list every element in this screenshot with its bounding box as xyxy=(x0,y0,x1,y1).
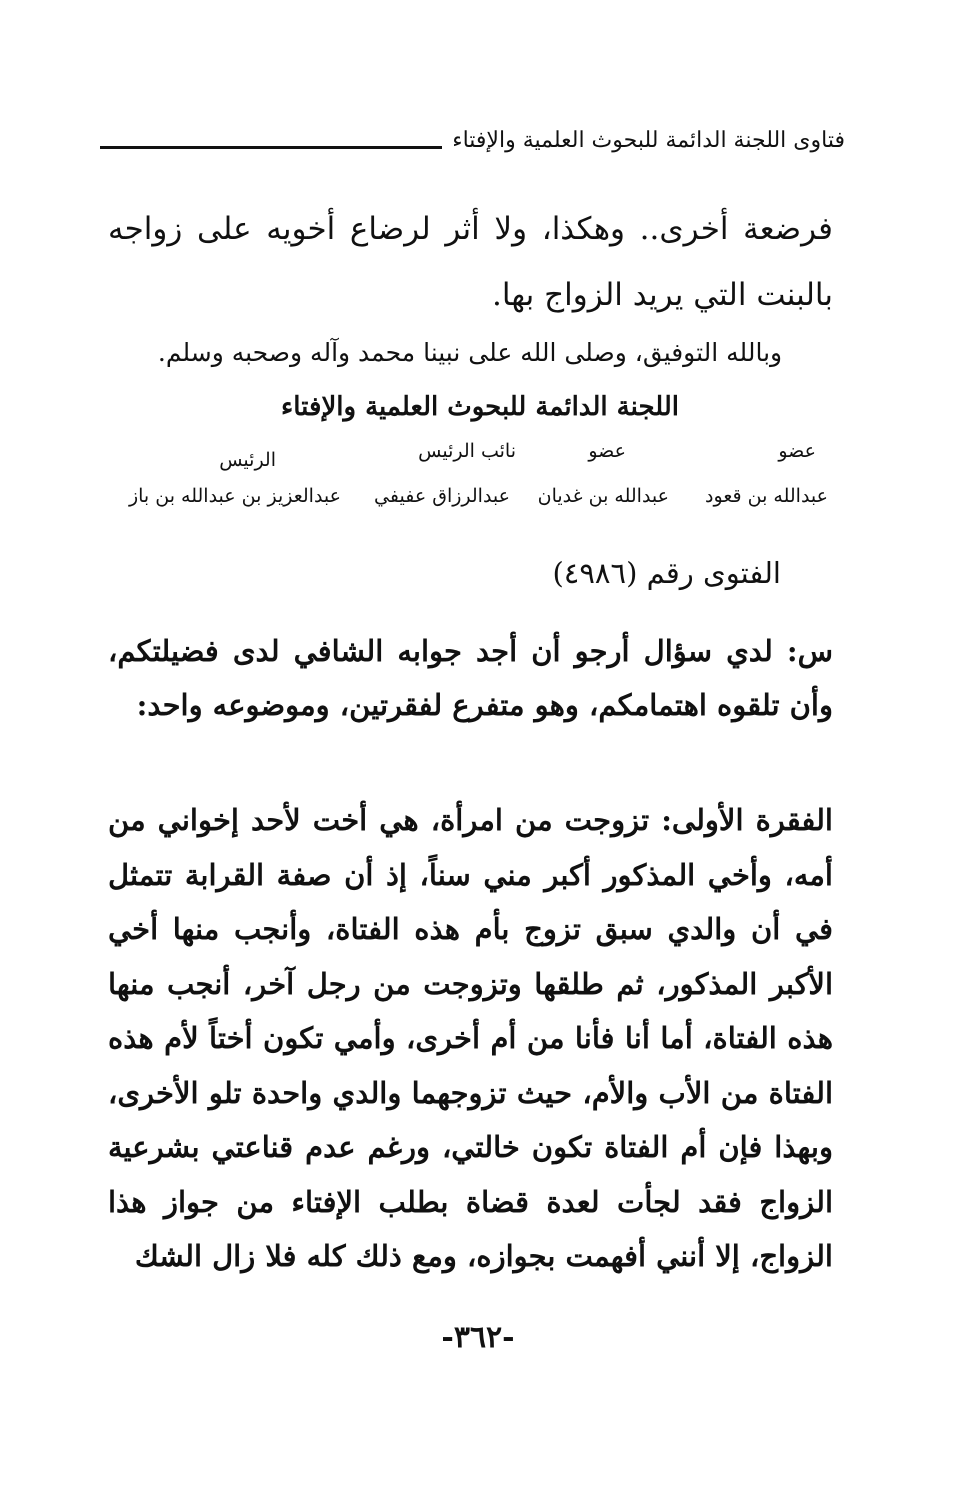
running-header xyxy=(100,128,845,153)
signature-role: عضو xyxy=(588,440,626,462)
signature-name: عبدالعزيز بن عبدالله بن باز xyxy=(128,485,341,507)
signature-name: عبدالله بن غديان xyxy=(537,485,669,507)
signature-name: عبدالله بن قعود xyxy=(705,485,828,507)
signature-role: نائب الرئيس xyxy=(418,440,516,462)
question-paragraph-one: الفقرة الأولى: تزوجت من امرأة، هي أخت لأحد إخواني من أمه، وأخي المذكور أكبر مني سناً، إذ أن صفة القرابة تتمثل في أن والدي سبق تزوج بأم هذه الفتاة، وأنجب منها أخي الأكبر المذكور، ثم طلقها وتزوجت من رجل آخر، أنجب منها هذه الفتاة، أما أنا فأنا من أم أخرى، وأمي تكون أختاً لأم هذه الفتاة من الأب والأم، حيث تزوجهما والدي واحدة تلو الأخرى، وبهذا فإن أم الفتاة تكون خالتي، ورغم عدم قناعتي بشرعية الزواج فقد لجأت لعدة قضاة بطلب الإفتاء من جواز هذا الزواج، إلا أنني أفهمت بجوازه، ومع ذلك كله فلا زال الشك xyxy=(108,803,833,1273)
header-rule xyxy=(100,146,442,149)
signature-role: عضو xyxy=(778,440,816,462)
header-title: فتاوى اللجنة الدائمة للبحوث العلمية والإفتاء xyxy=(452,128,845,153)
paragraph-continuation: فرضعة أخرى.. وهكذا، ولا أثر لرضاع أخويه على زواجه بالبنت التي يريد الزواج بها. xyxy=(108,211,833,313)
page-number: -٣٦٢- xyxy=(441,1320,515,1355)
fatwa-number: الفتوى رقم (٤٩٨٦) xyxy=(552,556,781,590)
signature-role: الرئيس xyxy=(219,449,276,471)
closing-line: وبالله التوفيق، وصلى الله على نبينا محمد وآله وصحبه وسلم. xyxy=(157,338,783,367)
committee-name: اللجنة الدائمة للبحوث العلمية والإفتاء xyxy=(281,392,679,422)
signature-name: عبدالرزاق عفيفي xyxy=(374,485,510,507)
question-text: س: لدي سؤال أرجو أن أجد جوابه الشافي لدى فضيلتكم، وأن تلقوه اهتمامكم، وهو متفرع لفقرتين، وموضوعه واحد: xyxy=(108,634,833,722)
